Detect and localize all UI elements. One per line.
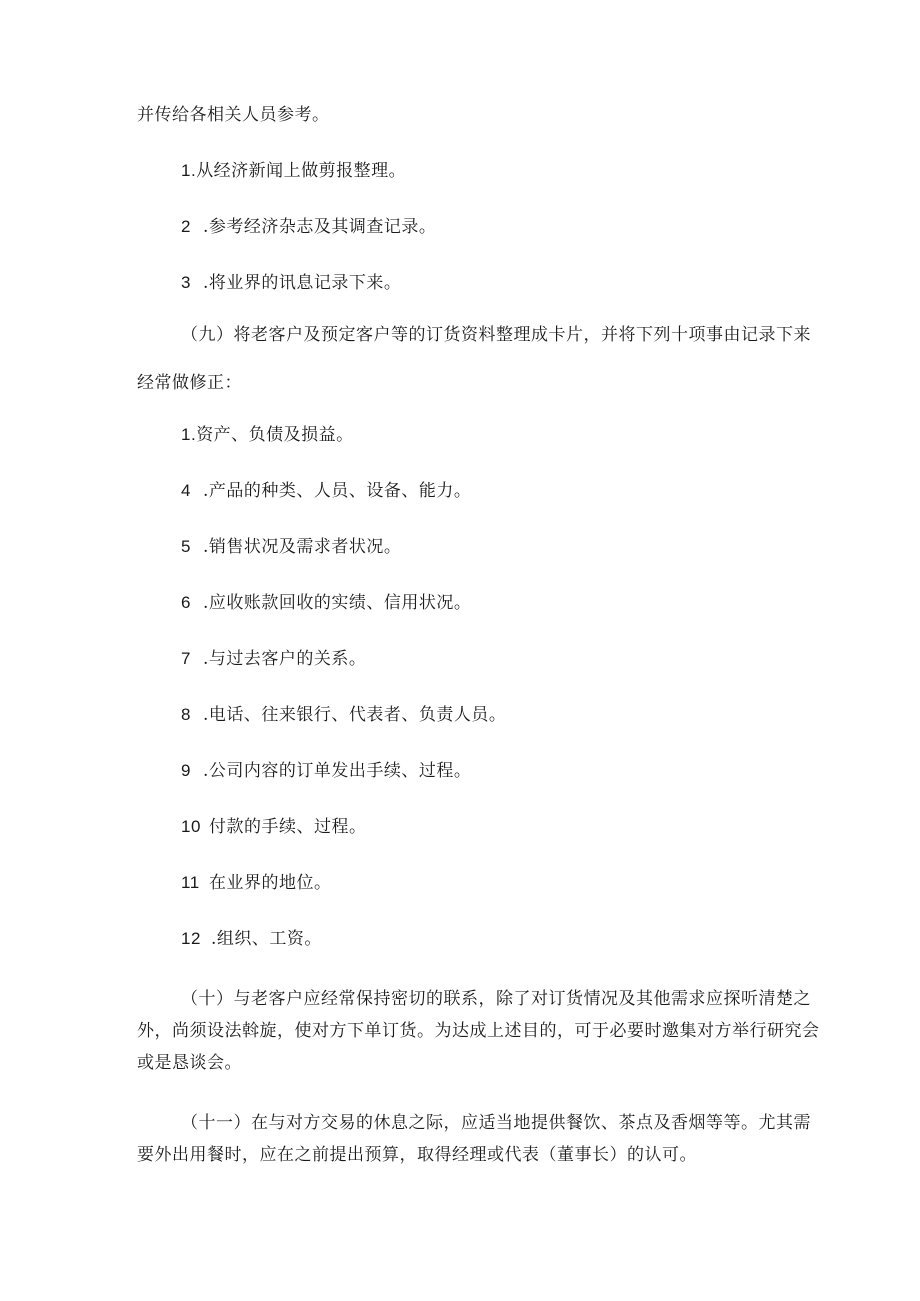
list-item-text: .应收账款回收的实绩、信用状况。 [203,593,472,613]
list-item [181,704,506,726]
list-item-number: 3 [181,273,191,292]
list-item-text: .公司内容的订单发出手续、过程。 [203,761,472,781]
list-item-number: 1. [181,161,197,180]
list-item-number: 5 [181,537,191,556]
list-item [181,424,354,446]
list-item-text: .销售状况及需求者状况。 [203,537,402,557]
list-item-number: 6 [181,593,191,612]
list-item-number: 10 [181,817,201,836]
list-item [181,272,401,294]
list-item-text: .电话、往来银行、代表者、负责人员。 [203,705,507,725]
intro-tail-line: 并传给各相关人员参考。 [137,105,330,125]
list-item-text: .参考经济杂志及其调查记录。 [203,217,437,237]
list-item-number: 7 [181,649,191,668]
list-item-number: 4 [181,481,191,500]
list-item-text: .将业界的讯息记录下来。 [203,273,402,293]
section-10-line2: 外，尚须设法斡旋，使对方下单订货。为达成上述目的，可于必要时邀集对方举行研究会 [137,1021,820,1041]
list-item-number: 1. [181,425,197,444]
section-10-line1: （十）与老客户应经常保持密切的联系，除了对订货情况及其他需求应探听清楚之 [181,989,811,1009]
list-item-text: .产品的种类、人员、设备、能力。 [203,481,472,501]
list-item [181,592,471,614]
list-item [181,536,401,558]
list-item-number: 12 [181,929,201,948]
section-11-line2: 要外出用餐时，应在之前提出预算，取得经理或代表（董事长）的认可。 [137,1145,697,1165]
list-item-text: 在业界的地位。 [209,873,332,893]
list-item [181,160,406,182]
list-item-number: 9 [181,761,191,780]
list-item [181,648,366,670]
list-item-text: 资产、负债及损益。 [196,425,354,445]
section-10-line3: 或是恳谈会。 [137,1053,242,1073]
list-item-number: 11 [181,873,200,892]
list-item [181,928,322,950]
list-item-text: 从经济新闻上做剪报整理。 [196,161,407,181]
section-9-line2: 经常做修正： [137,373,242,393]
list-item-text: 付款的手续、过程。 [209,817,367,837]
list-item-text: .组织、工资。 [211,929,322,949]
list-item [181,216,436,238]
list-item [181,872,332,894]
list-item-number: 8 [181,705,191,724]
list-item-text: .与过去客户的关系。 [203,649,367,669]
list-item-number: 2 [181,217,191,236]
list-item [181,760,471,782]
section-11-line1: （十一）在与对方交易的休息之际，应适当地提供餐饮、茶点及香烟等等。尤其需 [181,1113,811,1133]
section-9-line1: （九）将老客户及预定客户等的订货资料整理成卡片，并将下列十项事由记录下来 [181,325,811,345]
list-item [181,816,367,838]
list-item [181,480,471,502]
